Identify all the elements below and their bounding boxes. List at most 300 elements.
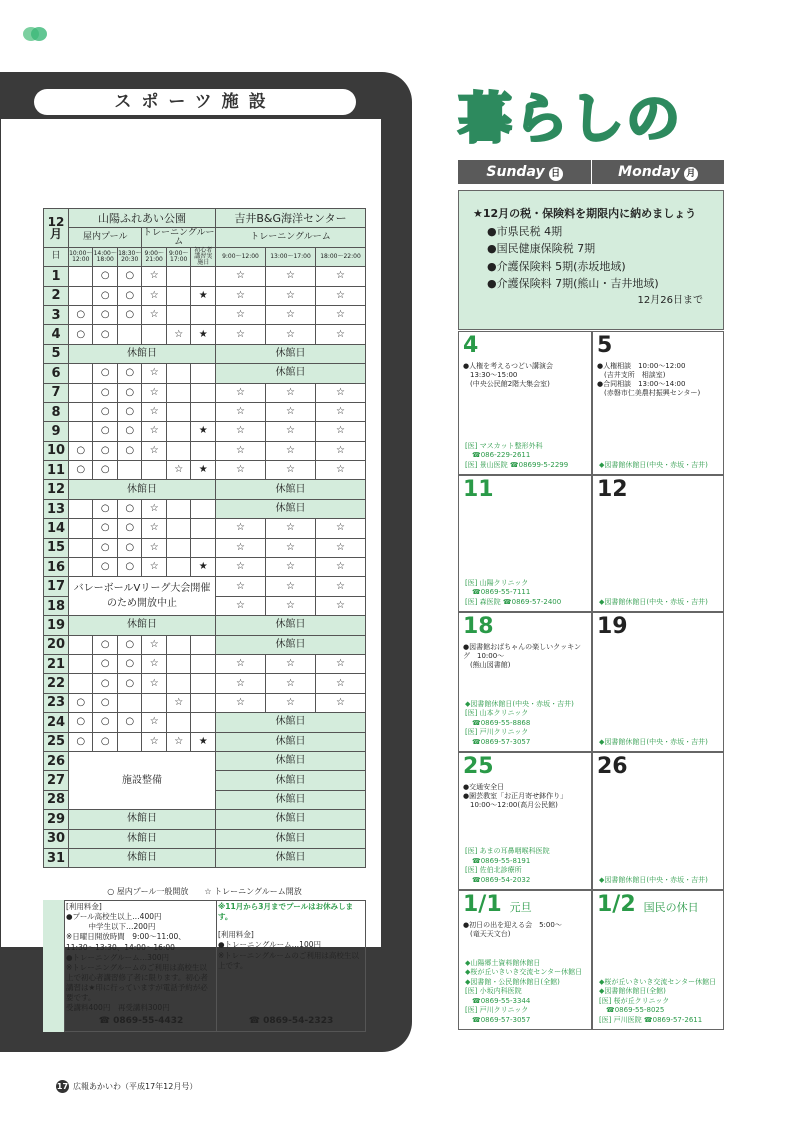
schedule-mark: ☆	[142, 441, 166, 460]
schedule-row	[44, 461, 366, 480]
fee-line: 中学生以下…200円	[66, 922, 156, 932]
notice-line: ●介護保険料 5期(赤坂地域)	[487, 259, 626, 273]
schedule-mark	[191, 519, 216, 538]
pool-note: ※11月から3月までプールはお休みします。	[218, 902, 354, 922]
schedule-mark: ★	[191, 558, 216, 577]
schedule-mark: ○	[117, 558, 141, 577]
schedule-mark: ☆	[215, 674, 265, 693]
clinic-line: ☎0869-57-3057	[465, 737, 531, 746]
schedule-mark: ☆	[215, 461, 265, 480]
schedule-mark	[69, 364, 93, 383]
schedule-mark: ☆	[142, 499, 166, 518]
schedule-mark: ☆	[265, 538, 315, 557]
schedule-row	[44, 538, 366, 557]
clinic-line: ◆図書館・公民館休館日(全館)	[465, 977, 560, 986]
schedule-mark: ☆	[315, 538, 365, 557]
time-header: 14:00〜18:00	[93, 247, 117, 266]
schedule-mark: ☆	[315, 654, 365, 673]
calendar-cell	[592, 612, 724, 752]
day-number: 15	[44, 538, 69, 557]
schedule-mark	[166, 635, 190, 654]
schedule-mark: ☆	[142, 654, 166, 673]
schedule-row	[44, 422, 366, 441]
schedule-mark: ○	[93, 267, 117, 286]
schedule-mark	[166, 499, 190, 518]
day-number: 26	[597, 754, 628, 779]
schedule-mark: ☆	[265, 674, 315, 693]
closed-cell: 休館日	[69, 344, 216, 363]
schedule-mark: ☆	[142, 422, 166, 441]
day-number: 12	[44, 480, 69, 499]
sub-training2: トレーニングルーム	[215, 228, 365, 247]
schedule-mark: ☆	[215, 558, 265, 577]
clinic-info	[599, 598, 708, 607]
schedule-mark: ○	[93, 713, 117, 732]
events	[463, 783, 587, 810]
time-header: 18:30〜20:30	[117, 247, 141, 266]
schedule-mark	[166, 654, 190, 673]
schedule-mark: ☆	[166, 732, 190, 751]
schedule-mark	[166, 422, 190, 441]
time-header: 9:00〜12:00	[215, 247, 265, 266]
calendar-cell	[458, 890, 592, 1030]
schedule-row	[44, 499, 366, 518]
schedule-mark: ○	[117, 538, 141, 557]
schedule-mark	[191, 267, 216, 286]
day-number: 1/2 国民の休日	[597, 892, 699, 917]
schedule-row	[44, 713, 366, 732]
fee-line: ●トレーニングルーム…100円	[218, 940, 321, 950]
schedule-mark: ☆	[265, 519, 315, 538]
schedule-mark	[142, 461, 166, 480]
events	[463, 362, 587, 389]
schedule-mark: ☆	[315, 519, 365, 538]
sunday-header	[458, 160, 591, 184]
closed-cell: 休館日	[215, 480, 365, 499]
clinic-line: [医] あまの耳鼻咽喉科医院	[465, 847, 550, 856]
schedule-mark: ☆	[215, 383, 265, 402]
day-number: 1/1 元旦	[463, 892, 532, 917]
calendar-cell	[458, 612, 592, 752]
time-header: 9:00〜21:00	[142, 247, 166, 266]
day-number: 25	[463, 754, 494, 779]
day-number: 12	[597, 477, 628, 502]
monday-label: Monday	[618, 164, 680, 180]
clinic-line: [医] マスカット整形外科	[465, 441, 543, 450]
schedule-mark: ○	[117, 364, 141, 383]
schedule-mark	[166, 674, 190, 693]
day-number: 5	[597, 333, 613, 358]
clinic-info	[465, 959, 582, 1025]
closed-cell: 休館日	[69, 848, 216, 867]
day-number: 1	[44, 267, 69, 286]
schedule-mark: ○	[117, 267, 141, 286]
day-number: 8	[44, 402, 69, 421]
schedule-mark	[69, 267, 93, 286]
schedule-mark: ☆	[142, 286, 166, 305]
schedule-row	[44, 558, 366, 577]
fee-left	[66, 902, 214, 1014]
clinic-line: ◆桜が丘いきいき交流センター休館日	[465, 968, 583, 977]
clinic-line: [医] 森医院 ☎0869-57-2400	[465, 597, 562, 606]
schedule-mark	[69, 422, 93, 441]
schedule-mark: ☆	[265, 383, 315, 402]
notice-line: 12月26日まで	[637, 294, 703, 306]
schedule-mark: ○	[93, 693, 117, 712]
schedule-mark: ○	[93, 383, 117, 402]
schedule-mark	[69, 538, 93, 557]
schedule-mark: ☆	[215, 305, 265, 324]
event-line: (中央公民館2階大集会室)	[463, 380, 550, 389]
schedule-mark: ☆	[265, 402, 315, 421]
day-number: 7	[44, 383, 69, 402]
fee-line: ●トレーニングルーム…300円	[66, 952, 169, 962]
schedule-mark	[117, 732, 141, 751]
sun-mark: 日	[549, 167, 563, 181]
schedule-mark: ○	[117, 519, 141, 538]
footer-text: 広報あかいわ（平成17年12月号）	[73, 1082, 198, 1091]
schedule-mark: ○	[69, 732, 93, 751]
footer	[56, 1080, 197, 1093]
event-line: ●合同相談 13:00〜14:00	[597, 380, 686, 389]
schedule-mark: ☆	[215, 654, 265, 673]
closed-cell: 休館日	[215, 616, 365, 635]
day-number: 19	[44, 616, 69, 635]
day-number: 26	[44, 751, 69, 770]
schedule-row	[44, 577, 366, 596]
schedule-mark	[191, 441, 216, 460]
schedule-mark: ○	[93, 286, 117, 305]
schedule-mark: ☆	[315, 402, 365, 421]
day-number: 18	[44, 596, 69, 615]
event-line: (赤磐市仁美農村振興センター)	[597, 389, 701, 398]
schedule-mark: ☆	[265, 654, 315, 673]
clinic-line: ☎0869-55-3344	[465, 996, 531, 1005]
schedule-mark	[166, 305, 190, 324]
schedule-mark: ☆	[315, 558, 365, 577]
clinic-line: [医] 山本クリニック	[465, 709, 529, 718]
legend: ○ 屋内プール一般開放 ☆ トレーニングルーム開放	[107, 887, 302, 896]
day-number: 5	[44, 344, 69, 363]
fee-line: ※トレーニングルームのご利用は高校生以上で初心者講習修了者に限ります。初心者講習は★印に行っていますが電話予約が必要です。	[66, 962, 208, 1003]
schedule-row	[44, 848, 366, 867]
calendar-cell	[458, 752, 592, 890]
schedule-mark	[166, 383, 190, 402]
schedule-mark	[166, 286, 190, 305]
events	[463, 643, 587, 670]
schedule-mark: ○	[93, 461, 117, 480]
clinic-line: ◆図書館休館日(中央・赤坂・吉井)	[465, 699, 574, 708]
schedule-mark: ☆	[315, 267, 365, 286]
clinic-line: [医] 小坂内科医院	[465, 987, 522, 996]
schedule-mark: ☆	[142, 538, 166, 557]
schedule-mark	[69, 519, 93, 538]
schedule-row	[44, 519, 366, 538]
mon-mark: 月	[684, 167, 698, 181]
schedule-mark: ○	[93, 422, 117, 441]
clinic-line: ◆図書館休館日(全館)	[599, 987, 666, 996]
schedule-mark: ○	[117, 654, 141, 673]
schedule-row	[44, 286, 366, 305]
schedule-mark: ○	[117, 441, 141, 460]
time-header: 9:00〜17:00	[166, 247, 190, 266]
schedule-mark: ☆	[265, 596, 315, 615]
schedule-mark: ☆	[265, 305, 315, 324]
clinic-line: [医] 佐伯北診療所	[465, 866, 522, 875]
clinic-line: ☎086-229-2611	[465, 451, 531, 460]
schedule-mark: ☆	[265, 693, 315, 712]
schedule-mark: ☆	[142, 713, 166, 732]
clinic-info	[599, 978, 716, 1025]
closed-cell: 休館日	[215, 713, 365, 732]
calendar-cell	[592, 890, 724, 1030]
schedule-mark: ○	[117, 422, 141, 441]
notice-line: ●市県民税 4期	[487, 224, 563, 238]
schedule-mark: ☆	[315, 461, 365, 480]
schedule-mark	[191, 693, 216, 712]
event-line: 13:30〜15:00	[463, 371, 518, 380]
schedule-row	[44, 829, 366, 848]
schedule-mark	[166, 713, 190, 732]
schedule-mark	[69, 383, 93, 402]
schedule-mark: ☆	[166, 325, 190, 344]
schedule-mark: ○	[93, 441, 117, 460]
events	[463, 921, 587, 939]
schedule-mark: ○	[117, 713, 141, 732]
schedule-mark	[166, 267, 190, 286]
schedule-mark: ☆	[315, 383, 365, 402]
schedule-mark	[69, 635, 93, 654]
schedule-mark	[191, 713, 216, 732]
schedule-mark: ★	[191, 461, 216, 480]
schedule-row	[44, 654, 366, 673]
logo-icon	[22, 26, 48, 42]
schedule-mark: ○	[93, 364, 117, 383]
day-number: 6	[44, 364, 69, 383]
day-number: 24	[44, 713, 69, 732]
closed-cell: 休館日	[215, 810, 365, 829]
clinic-line: ◆桜が丘いきいき交流センター休館日	[599, 977, 717, 986]
schedule-mark: ☆	[315, 286, 365, 305]
day-number: 29	[44, 810, 69, 829]
schedule-row	[44, 441, 366, 460]
schedule-mark	[191, 402, 216, 421]
schedule-table	[43, 208, 366, 868]
schedule-mark	[166, 558, 190, 577]
schedule-mark	[69, 402, 93, 421]
schedule-row	[44, 674, 366, 693]
calendar-cell	[458, 331, 592, 475]
schedule-mark: ○	[93, 635, 117, 654]
day-number: 4	[44, 325, 69, 344]
schedule-mark: ○	[69, 325, 93, 344]
clinic-info	[599, 876, 708, 885]
schedule-mark: ○	[93, 325, 117, 344]
schedule-mark: ☆	[265, 577, 315, 596]
closed-cell: 休館日	[69, 829, 216, 848]
day-number: 21	[44, 654, 69, 673]
schedule-mark: ☆	[215, 286, 265, 305]
schedule-mark: ☆	[315, 441, 365, 460]
clinic-line: ◆図書館休館日(中央・赤坂・吉井)	[599, 875, 708, 884]
event-line: (熊山図書館)	[463, 661, 511, 670]
day-number: 10	[44, 441, 69, 460]
schedule-mark: ○	[117, 499, 141, 518]
schedule-mark: ○	[117, 402, 141, 421]
clinic-info	[465, 700, 574, 747]
schedule-mark: ★	[191, 325, 216, 344]
closed-cell: 休館日	[215, 790, 365, 809]
holiday-label: 元旦	[509, 901, 532, 914]
fee-right	[218, 902, 366, 1014]
closed-cell: 休館日	[215, 829, 365, 848]
schedule-mark	[191, 538, 216, 557]
schedule-mark: ☆	[265, 325, 315, 344]
notice-line: ★12月の税・保険料を期限内に納めましょう	[473, 207, 697, 220]
schedule-mark: ○	[69, 441, 93, 460]
clinic-line: ◆図書館休館日(中央・赤坂・吉井)	[599, 597, 708, 606]
schedule-mark: ○	[93, 305, 117, 324]
schedule-mark	[191, 674, 216, 693]
day-number: 27	[44, 771, 69, 790]
schedule-mark	[69, 499, 93, 518]
schedule-mark: ○	[117, 383, 141, 402]
day-number: 23	[44, 693, 69, 712]
day-number: 22	[44, 674, 69, 693]
tel-2: ☎ 0869-54-2323	[248, 1016, 334, 1026]
monday-header	[592, 160, 724, 184]
schedule-mark: ☆	[215, 402, 265, 421]
schedule-mark: ☆	[142, 305, 166, 324]
day-label: 日	[44, 247, 69, 266]
schedule-mark	[166, 441, 190, 460]
day-number: 3	[44, 305, 69, 324]
clinic-info	[599, 738, 708, 747]
month-cell: 12月	[44, 209, 69, 248]
schedule-mark: ☆	[215, 538, 265, 557]
schedule-mark	[191, 364, 216, 383]
fee-line: ※日曜日開放時間 9:00〜11:00、11:30〜13:30、14:00〜16:00	[66, 932, 186, 952]
clinic-info	[465, 442, 568, 470]
schedule-mark: ☆	[315, 422, 365, 441]
schedule-mark: ☆	[265, 286, 315, 305]
schedule-mark: ○	[117, 674, 141, 693]
closed-cell: 休館日	[215, 635, 365, 654]
schedule-mark: ☆	[315, 325, 365, 344]
clinic-line: ◆図書館休館日(中央・赤坂・吉井)	[599, 737, 708, 746]
subtitle: スポーツ施設	[34, 89, 356, 115]
schedule-mark	[117, 693, 141, 712]
notice-line: ●介護保険料 7期(熊山・吉井地域)	[487, 277, 659, 291]
time-header: 18:00〜22:00	[315, 247, 365, 266]
clinic-line: [医] 戸川クリニック	[465, 1006, 529, 1015]
schedule-mark: ☆	[142, 732, 166, 751]
calendar-cell	[592, 752, 724, 890]
schedule-mark: ☆	[265, 441, 315, 460]
time-header: 10:00〜12:00	[69, 247, 93, 266]
calendar-cell	[592, 475, 724, 612]
schedule-mark: ☆	[215, 422, 265, 441]
event-line: (竜天天文台)	[463, 930, 511, 939]
calendar-cell	[458, 475, 592, 612]
fee-line: ※トレーニングルームのご利用は高校生以上です。	[218, 950, 359, 970]
schedule-mark: ○	[93, 558, 117, 577]
schedule-mark: ☆	[315, 693, 365, 712]
schedule-mark: ★	[191, 732, 216, 751]
closed-cell: 休館日	[215, 732, 365, 751]
fee-divider	[216, 900, 217, 1032]
schedule-row	[44, 751, 366, 770]
schedule-mark: ☆	[215, 441, 265, 460]
closed-cell: 休館日	[215, 364, 365, 383]
clinic-line: [医] 景山医院 ☎08699-5-2299	[465, 460, 569, 469]
time-header: 初心者講習実施日	[191, 247, 216, 266]
fee-line: 受講料400円 再受講料300円	[66, 1003, 170, 1013]
schedule-row	[44, 402, 366, 421]
schedule-mark: ☆	[215, 577, 265, 596]
closed-cell: 休館日	[215, 751, 365, 770]
closed-cell: 休館日	[215, 848, 365, 867]
schedule-mark: ☆	[315, 305, 365, 324]
schedule-mark: ○	[69, 305, 93, 324]
clinic-line: [医] 戸川クリニック	[465, 728, 529, 737]
schedule-mark	[69, 558, 93, 577]
day-number: 14	[44, 519, 69, 538]
schedule-mark: ○	[117, 286, 141, 305]
schedule-row	[44, 693, 366, 712]
venue1: 山陽ふれあい公園	[69, 209, 216, 228]
event-line: (吉井支所 相談室)	[597, 371, 666, 380]
clinic-line: [医] 山陽クリニック	[465, 578, 529, 587]
day-number: 31	[44, 848, 69, 867]
schedule-mark	[142, 325, 166, 344]
schedule-row	[44, 732, 366, 751]
clinic-line: ◆図書館休館日(中央・赤坂・吉井)	[599, 460, 708, 469]
schedule-mark: ○	[93, 519, 117, 538]
schedule-row	[44, 364, 366, 383]
schedule-mark	[166, 364, 190, 383]
event-line: ●園芸教室「お正月寄せ鉢作り」	[463, 792, 568, 801]
schedule-mark: ○	[93, 538, 117, 557]
day-number: 2	[44, 286, 69, 305]
tax-notice	[458, 190, 724, 330]
schedule-mark	[191, 383, 216, 402]
schedule-mark	[191, 654, 216, 673]
schedule-mark: ☆	[265, 267, 315, 286]
clinic-line: ☎0869-55-8868	[465, 718, 531, 727]
clinic-line: [医] 戸川医院 ☎0869-57-2611	[599, 1015, 703, 1024]
schedule-mark: ☆	[142, 635, 166, 654]
schedule-row	[44, 616, 366, 635]
closed-cell: 休館日	[215, 344, 365, 363]
closed-cell: 休館日	[215, 771, 365, 790]
schedule-mark: ☆	[315, 577, 365, 596]
schedule-row	[44, 344, 366, 363]
schedule-mark: ☆	[265, 461, 315, 480]
day-number: 20	[44, 635, 69, 654]
schedule-mark: ○	[93, 654, 117, 673]
schedule-mark: ○	[117, 305, 141, 324]
holiday-label: 国民の休日	[643, 901, 699, 914]
closed-cell: 休館日	[69, 616, 216, 635]
schedule-mark: ○	[93, 674, 117, 693]
events	[597, 362, 719, 398]
day-number: 25	[44, 732, 69, 751]
day-number: 9	[44, 422, 69, 441]
day-number: 19	[597, 614, 628, 639]
day-number: 4	[463, 333, 479, 358]
schedule-mark: ☆	[315, 674, 365, 693]
